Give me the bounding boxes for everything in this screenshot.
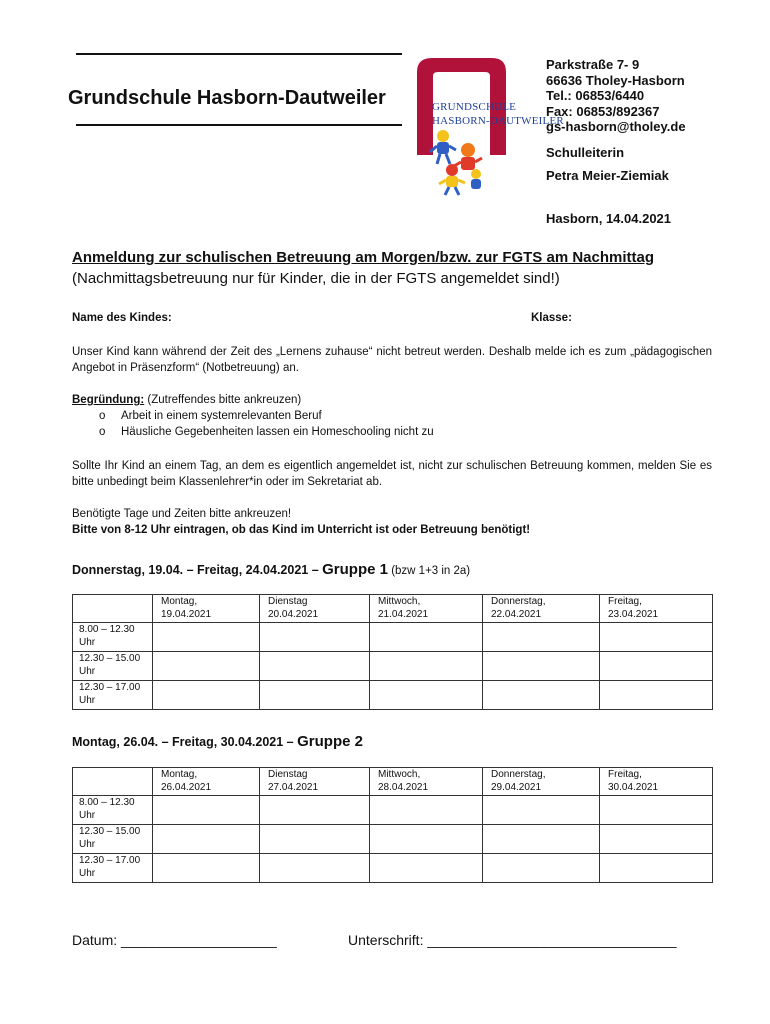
form-title: Anmeldung zur schulischen Betreuung am Morgen/bzw. zur FGTS am Nachmittag xyxy=(72,249,655,266)
week-2-table xyxy=(72,767,713,883)
day-header: Montag, 26.04.2021 xyxy=(153,768,260,796)
time-slot-label: 12.30 – 17.00 Uhr xyxy=(73,681,153,710)
date-line[interactable]: ____________________ xyxy=(121,932,277,948)
table-row xyxy=(73,681,713,710)
address-street: Parkstraße 7- 9 xyxy=(546,57,640,72)
day-header: Mittwoch, 28.04.2021 xyxy=(370,768,483,796)
signature-line[interactable]: ________________________________ xyxy=(427,932,677,948)
week-1-note: (bzw 1+3 in 2a) xyxy=(388,565,471,577)
school-name: Grundschule Hasborn-Dautweiler xyxy=(68,87,386,109)
logo-arch-icon xyxy=(410,52,550,202)
corner-cell xyxy=(73,595,153,623)
reason-option-2[interactable] xyxy=(99,426,434,438)
week-1-table xyxy=(72,594,713,710)
checkbox-cell[interactable] xyxy=(370,681,483,710)
table-header-row xyxy=(73,768,713,796)
reason-option-label: Arbeit in einem systemrelevanten Beruf xyxy=(121,410,322,422)
week-2-range: Montag, 26.04. – Freitag, 30.04.2021 – xyxy=(72,735,298,749)
day-header: Donnerstag, 29.04.2021 xyxy=(483,768,600,796)
table-row xyxy=(73,825,713,854)
checkbox-cell[interactable] xyxy=(260,825,370,854)
address-email: gs-hasborn@tholey.de xyxy=(546,119,686,134)
reason-option-1[interactable] xyxy=(99,410,322,422)
head-role: Schulleiterin xyxy=(546,145,625,160)
reason-option-label: Häusliche Gegebenheiten lassen ein Homeschooling nicht zu xyxy=(121,426,434,438)
table-row xyxy=(73,796,713,825)
school-address xyxy=(546,57,686,135)
checkbox-cell[interactable] xyxy=(260,681,370,710)
day-header: Donnerstag, 22.04.2021 xyxy=(483,595,600,623)
logo-text-line2: HASBORN-DAUTWEILER xyxy=(432,115,564,127)
child-name-label: Name des Kindes: xyxy=(72,312,172,324)
checkbox-cell[interactable] xyxy=(370,796,483,825)
week-2-group: Gruppe 2 xyxy=(297,733,363,750)
time-slot-label: 12.30 – 15.00 Uhr xyxy=(73,825,153,854)
checkbox-cell[interactable] xyxy=(260,854,370,883)
day-header: Freitag, 30.04.2021 xyxy=(600,768,713,796)
reason-heading xyxy=(72,394,301,406)
checkbox-cell[interactable] xyxy=(260,652,370,681)
checkbox-cell[interactable] xyxy=(153,796,260,825)
reason-label: Begründung: xyxy=(72,394,145,406)
table-row xyxy=(73,854,713,883)
checkbox-cell[interactable] xyxy=(600,652,713,681)
header-rule-bottom xyxy=(76,124,402,126)
checkbox-cell[interactable] xyxy=(153,854,260,883)
checkbox-cell[interactable] xyxy=(153,681,260,710)
checkbox-cell[interactable] xyxy=(153,825,260,854)
day-header: Montag, 19.04.2021 xyxy=(153,595,260,623)
checkbox-cell[interactable] xyxy=(483,623,600,652)
checkbox-cell[interactable] xyxy=(260,623,370,652)
address-fax: Fax: 06853/892367 xyxy=(546,103,660,119)
checkbox-cell[interactable] xyxy=(483,854,600,883)
address-city: 66636 Tholey-Hasborn xyxy=(546,72,685,88)
checkbox-bullet-icon[interactable]: o xyxy=(99,410,106,422)
intro-paragraph: Unser Kind kann während der Zeit des „Lernens zuhause“ nicht betreut werden. Deshalb melde ich es zum „pädagogischen Angebot in Präsenzform“ (Notbetreuung) an. xyxy=(72,346,712,374)
day-header: Dienstag 27.04.2021 xyxy=(260,768,370,796)
address-phone: Tel.: 06853/6440 xyxy=(546,88,645,103)
checkbox-cell[interactable] xyxy=(600,825,713,854)
absence-note: Sollte Ihr Kind an einem Tag, an dem es eigentlich angemeldet ist, nicht zur schulischen Betreuung kommen, melden Sie es bitte unbedingt beim Klassenlehrer*in oder im Sekretariat ab. xyxy=(72,460,712,488)
week-1-range: Donnerstag, 19.04. – Freitag, 24.04.2021 – xyxy=(72,563,323,577)
checkbox-cell[interactable] xyxy=(483,681,600,710)
instruction: Benötigte Tage und Zeiten bitte ankreuzen! xyxy=(72,508,292,520)
date-field[interactable] xyxy=(72,932,277,948)
time-slot-label: 12.30 – 15.00 Uhr xyxy=(73,652,153,681)
table-header-row xyxy=(73,595,713,623)
place-date: Hasborn, 14.04.2021 xyxy=(546,211,672,226)
checkbox-cell[interactable] xyxy=(370,854,483,883)
head-name: Petra Meier-Ziemiak xyxy=(546,168,669,183)
checkbox-cell[interactable] xyxy=(370,652,483,681)
time-slot-label: 8.00 – 12.30 Uhr xyxy=(73,623,153,652)
header-rule-top xyxy=(76,53,402,55)
reason-hint: (Zutreffendes bitte ankreuzen) xyxy=(144,394,302,406)
table-row xyxy=(73,623,713,652)
time-slot-label: 8.00 – 12.30 Uhr xyxy=(73,796,153,825)
checkbox-cell[interactable] xyxy=(370,825,483,854)
checkbox-cell[interactable] xyxy=(600,796,713,825)
day-header: Freitag, 23.04.2021 xyxy=(600,595,713,623)
day-header: Dienstag 20.04.2021 xyxy=(260,595,370,623)
time-slot-label: 12.30 – 17.00 Uhr xyxy=(73,854,153,883)
checkbox-cell[interactable] xyxy=(600,854,713,883)
week-2-heading xyxy=(72,733,363,750)
week-1-group: Gruppe 1 xyxy=(322,561,388,578)
day-header: Mittwoch, 21.04.2021 xyxy=(370,595,483,623)
week-1-heading xyxy=(72,561,470,578)
checkbox-cell[interactable] xyxy=(260,796,370,825)
school-logo xyxy=(410,52,564,202)
checkbox-cell[interactable] xyxy=(483,652,600,681)
checkbox-bullet-icon[interactable]: o xyxy=(99,426,106,438)
form-subtitle: (Nachmittagsbetreuung nur für Kinder, die in der FGTS angemeldet sind!) xyxy=(72,270,560,287)
instruction-bold: Bitte von 8-12 Uhr eintragen, ob das Kind im Unterricht ist oder Betreuung benötigt! xyxy=(72,524,531,536)
logo-text-line1: GRUNDSCHULE xyxy=(432,101,517,113)
class-label: Klasse: xyxy=(531,312,572,324)
checkbox-cell[interactable] xyxy=(600,623,713,652)
signature-label: Unterschrift: xyxy=(348,932,424,948)
checkbox-cell[interactable] xyxy=(153,652,260,681)
corner-cell xyxy=(73,768,153,796)
table-row xyxy=(73,652,713,681)
checkbox-cell[interactable] xyxy=(483,825,600,854)
checkbox-cell[interactable] xyxy=(600,681,713,710)
signature-field[interactable] xyxy=(348,932,677,948)
checkbox-cell[interactable] xyxy=(483,796,600,825)
checkbox-cell[interactable] xyxy=(370,623,483,652)
date-label: Datum: xyxy=(72,932,118,948)
checkbox-cell[interactable] xyxy=(153,623,260,652)
